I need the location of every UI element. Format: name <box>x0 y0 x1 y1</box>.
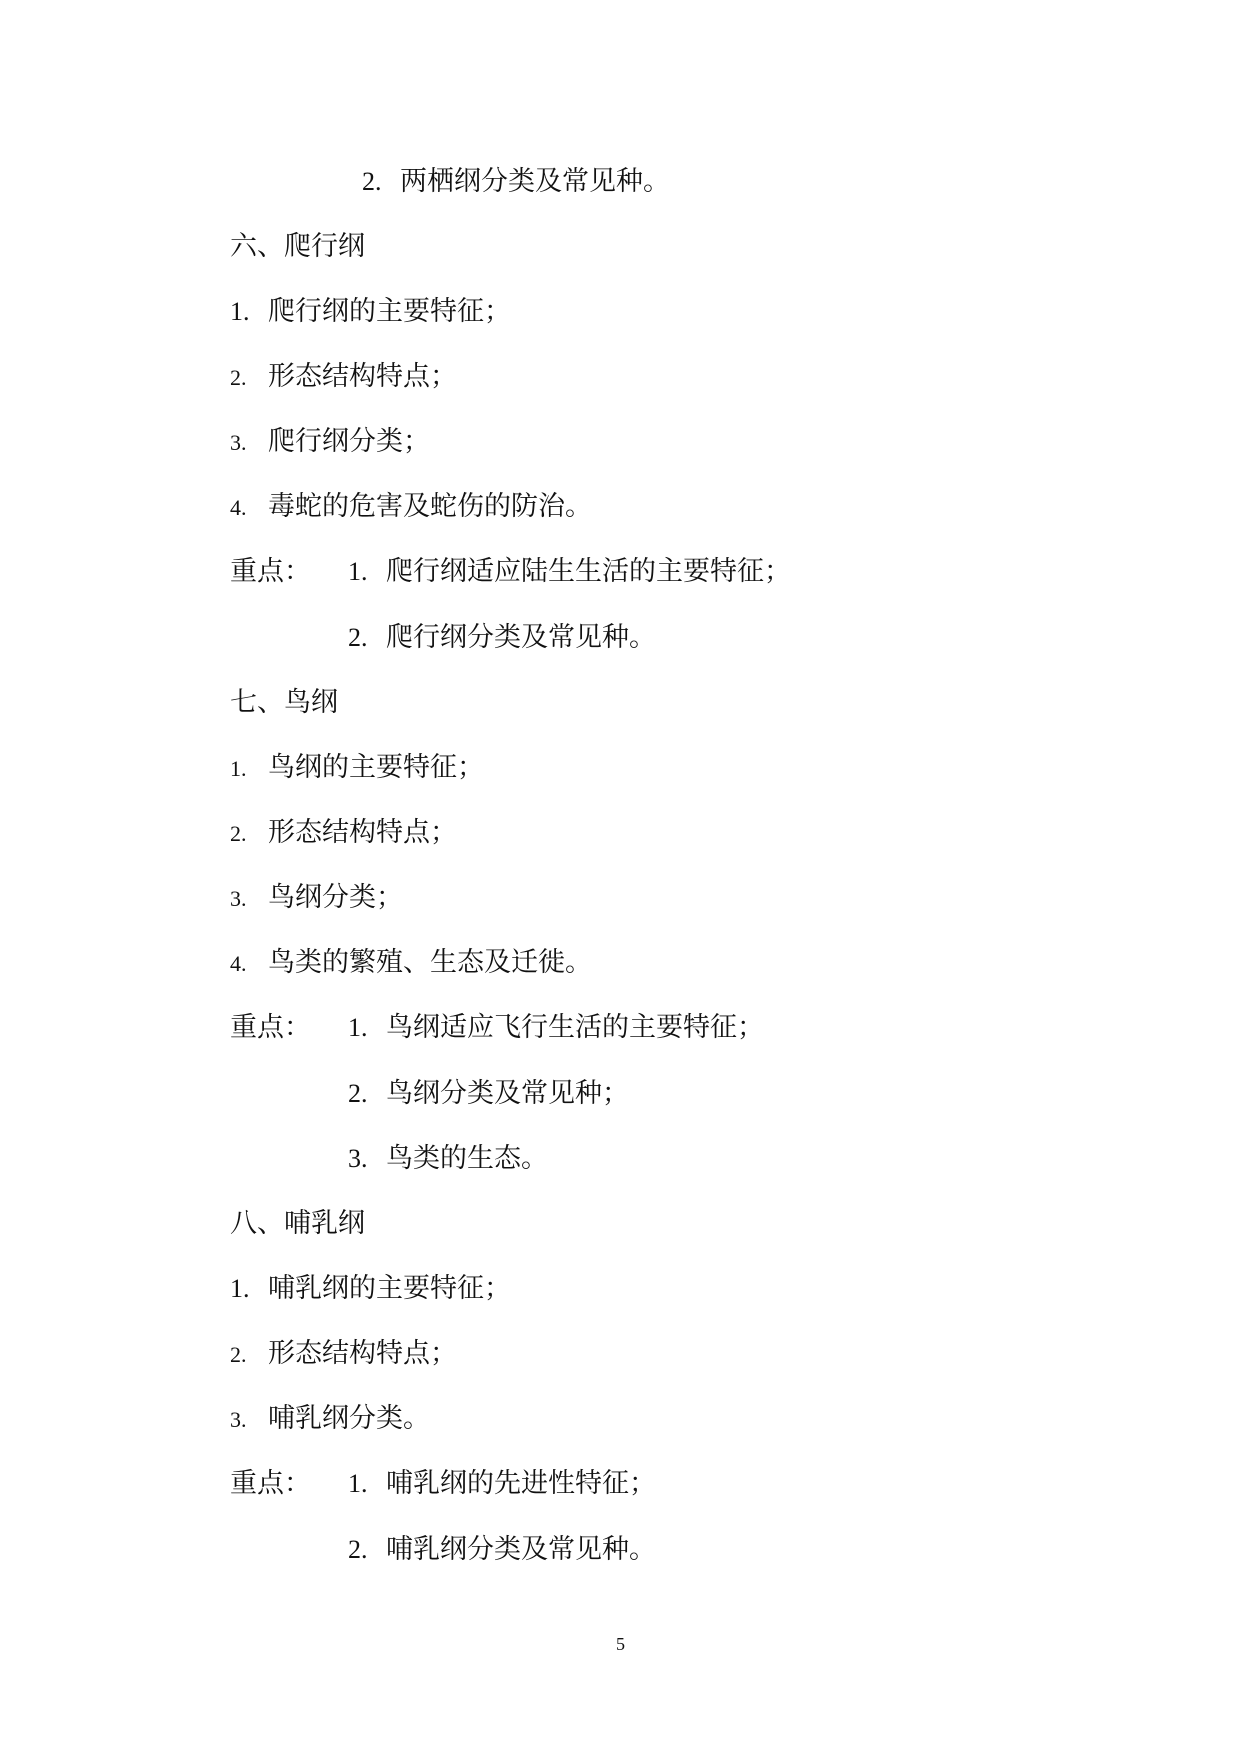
focus-label: 重点： <box>230 556 311 587</box>
list-number: 2. <box>348 1535 368 1564</box>
focus-item-amphibian-2 <box>362 164 670 200</box>
list-item-aves-4 <box>230 945 592 982</box>
focus-reptilia-1 <box>230 554 791 590</box>
list-text: 形态结构特点； <box>268 361 457 392</box>
section-heading-mammalia <box>230 1206 365 1242</box>
list-text: 鸟纲适应飞行生活的主要特征； <box>386 1012 764 1043</box>
list-number: 1. <box>230 297 250 326</box>
list-number: 1. <box>348 1469 368 1498</box>
list-text: 爬行纲适应陆生生活的主要特征； <box>386 556 791 587</box>
list-text: 爬行纲的主要特征； <box>268 296 511 327</box>
list-item-mammalia-3 <box>230 1401 430 1438</box>
focus-label: 重点： <box>230 1468 311 1499</box>
list-item-reptilia-2 <box>230 359 457 396</box>
focus-aves-1 <box>230 1010 764 1046</box>
page-number: 5 <box>616 1634 625 1654</box>
focus-mammalia-2 <box>348 1532 656 1568</box>
list-text: 哺乳纲的主要特征； <box>268 1273 511 1304</box>
heading-text: 八、哺乳纲 <box>230 1208 365 1239</box>
list-item-aves-2 <box>230 815 457 852</box>
section-heading-reptilia <box>230 229 365 265</box>
list-text: 鸟纲分类； <box>268 882 403 913</box>
focus-aves-3 <box>348 1141 548 1177</box>
list-text: 两栖纲分类及常见种。 <box>400 166 670 197</box>
list-item-aves-1 <box>230 750 484 787</box>
heading-text: 六、爬行纲 <box>230 231 365 262</box>
list-text: 哺乳纲分类及常见种。 <box>386 1534 656 1565</box>
heading-text: 七、鸟纲 <box>230 687 338 718</box>
list-text: 鸟类的繁殖、生态及迁徙。 <box>268 947 592 978</box>
list-number: 2. <box>362 167 382 196</box>
list-text: 哺乳纲的先进性特征； <box>386 1468 656 1499</box>
list-item-reptilia-4 <box>230 489 592 526</box>
list-text: 形态结构特点； <box>268 1338 457 1369</box>
list-text: 爬行纲分类； <box>268 426 430 457</box>
list-text: 爬行纲分类及常见种。 <box>386 622 656 653</box>
list-text: 哺乳纲分类。 <box>268 1403 430 1434</box>
list-number: 4. <box>230 495 247 520</box>
list-number: 2. <box>348 623 368 652</box>
list-number: 3. <box>348 1144 368 1173</box>
list-number: 1. <box>230 756 247 781</box>
section-heading-aves <box>230 685 338 721</box>
list-item-aves-3 <box>230 880 403 917</box>
list-number: 2. <box>230 821 247 846</box>
list-item-reptilia-3 <box>230 424 430 461</box>
focus-aves-2 <box>348 1076 629 1112</box>
list-text: 鸟类的生态。 <box>386 1143 548 1174</box>
list-text: 鸟纲分类及常见种； <box>386 1078 629 1109</box>
list-number: 4. <box>230 951 247 976</box>
list-number: 2. <box>230 365 247 390</box>
list-number: 2. <box>348 1079 368 1108</box>
focus-mammalia-1 <box>230 1466 656 1502</box>
list-item-mammalia-2 <box>230 1336 457 1373</box>
focus-label: 重点： <box>230 1012 311 1043</box>
list-text: 毒蛇的危害及蛇伤的防治。 <box>268 491 592 522</box>
list-number: 3. <box>230 886 247 911</box>
list-text: 鸟纲的主要特征； <box>268 752 484 783</box>
list-number: 3. <box>230 430 247 455</box>
list-number: 1. <box>230 1274 250 1303</box>
list-number: 2. <box>230 1342 247 1367</box>
list-number: 1. <box>348 1013 368 1042</box>
list-number: 1. <box>348 557 368 586</box>
list-text: 形态结构特点； <box>268 817 457 848</box>
list-item-mammalia-1 <box>230 1271 511 1307</box>
list-item-reptilia-1 <box>230 294 511 330</box>
focus-reptilia-2 <box>348 620 656 656</box>
list-number: 3. <box>230 1407 247 1432</box>
